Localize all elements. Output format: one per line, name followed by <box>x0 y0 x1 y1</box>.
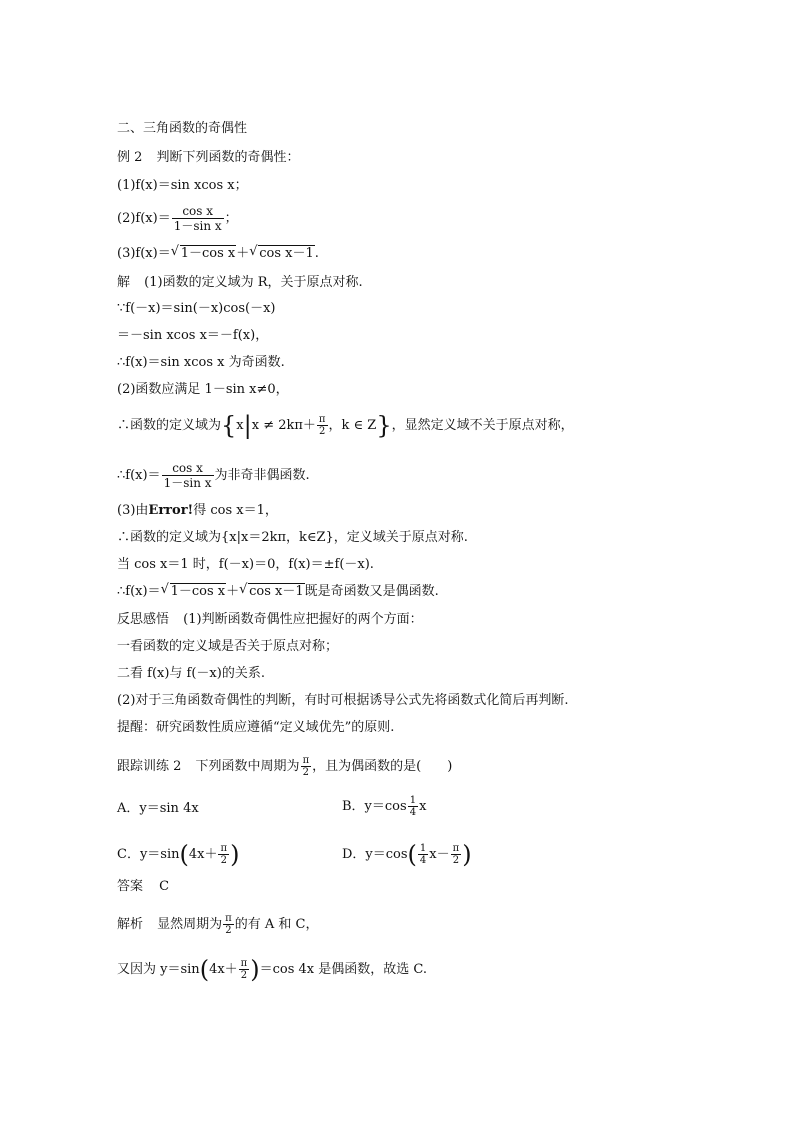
analysis-l1-pre: 显然周期为 <box>157 917 223 932</box>
solution-line-2: ∵f(－x)＝sin(－x)cos(－x) <box>117 301 276 316</box>
l6-bar: | <box>243 411 252 440</box>
reflection-line-5: 提醒：研究函数性质应遵循“定义域优先”的原则. <box>117 720 395 735</box>
option-c-pi-over-two <box>218 843 229 866</box>
l7-fraction <box>162 461 214 490</box>
l6-pi-over-two <box>317 414 328 437</box>
l11-radicand-1: 1－cos x <box>170 584 226 599</box>
analysis-l2-pi-over-two <box>239 958 250 981</box>
analysis-l2-pre: 又因为 y＝sin <box>117 962 200 977</box>
practice-question <box>117 755 452 778</box>
q3-prefix: (3)f(x)＝ <box>117 246 171 261</box>
analysis-line-1 <box>117 913 318 936</box>
example-intro-text: 判断下列函数的奇偶性： <box>156 150 300 165</box>
reflection-line-3: 二看 f(x)与 f(－x)的关系. <box>117 666 265 681</box>
practice-pi: π <box>302 755 310 766</box>
l8-post: 得 cos x＝1， <box>193 503 278 518</box>
q3-radicand-1: 1－cos x <box>180 246 236 261</box>
answer-line <box>117 879 169 895</box>
solution-line-4: ∴f(x)＝sin xcos x 为奇函数. <box>117 355 285 370</box>
analysis-l2-post: ＝cos 4x 是偶函数，故选 C. <box>259 962 428 977</box>
option-d-lparen: ( <box>407 840 417 869</box>
analysis-line-2 <box>117 955 428 984</box>
option-d-mid: x－ <box>429 847 450 862</box>
q3-plus: ＋ <box>236 246 250 261</box>
solution-line-5: (2)函数应满足 1－sin x≠0， <box>117 382 289 397</box>
practice-two: 2 <box>302 767 310 778</box>
solution-line-6 <box>117 411 574 440</box>
solution-line-11 <box>117 584 439 600</box>
q2-suffix: ； <box>224 211 238 226</box>
option-d-num: 1 <box>419 843 427 854</box>
option-d-pi-over-two <box>451 843 462 866</box>
solution-l1: (1)函数的定义域为 R，关于原点对称. <box>144 275 363 290</box>
option-d <box>342 840 472 869</box>
reflection-line-1 <box>117 612 423 628</box>
solution-line-3: ＝－sin xcos x＝－f(x)， <box>117 328 269 343</box>
l6-left-brace: { <box>221 411 237 440</box>
l11-sqrt-1 <box>161 584 227 600</box>
solution-line-10: 当 cos x＝1 时，f(－x)＝0，f(x)＝±f(－x). <box>117 557 374 572</box>
option-b-post: x <box>419 799 427 814</box>
solution-line-9: ∴函数的定义域为{x|x＝2kπ，k∈Z}，定义域关于原点对称. <box>117 530 468 545</box>
l6-set-c: ，k ∈ Z <box>328 418 377 433</box>
q2-fraction <box>172 204 224 233</box>
option-c-two: 2 <box>220 855 227 866</box>
analysis-l2-two: 2 <box>240 970 248 981</box>
analysis-pi-over-two <box>223 913 234 936</box>
l6-two: 2 <box>319 426 326 437</box>
q3-sqrt-1 <box>171 246 237 262</box>
option-d-rparen: ) <box>462 840 472 869</box>
l11-radicand-2: cos x－1 <box>249 584 304 599</box>
reflection-line-2: 一看函数的定义域是否关于原点对称； <box>117 639 339 654</box>
practice-pi-over-two <box>301 755 312 778</box>
option-c-rparen: ) <box>230 840 240 869</box>
solution-line-8 <box>117 503 278 519</box>
option-b-den: 4 <box>409 807 417 818</box>
answer-value: C <box>159 879 170 894</box>
analysis-pi: π <box>225 913 232 924</box>
l6-pi: π <box>318 414 326 425</box>
question-2 <box>117 204 238 233</box>
analysis-l2-inner: 4x＋ <box>209 962 238 977</box>
l11-post: 既是奇函数又是偶函数. <box>304 584 439 599</box>
analysis-two: 2 <box>225 925 232 936</box>
q3-radicand-2: cos x－1 <box>259 246 314 261</box>
option-d-den: 4 <box>419 855 427 866</box>
l6-right-brace: } <box>376 411 392 440</box>
answer-label: 答案 <box>117 879 144 894</box>
question-1 <box>117 178 248 194</box>
option-b-pre: B．y＝cos <box>342 799 407 814</box>
l6-set-a: x <box>236 418 244 433</box>
option-c <box>117 840 240 869</box>
q2-prefix: (2)f(x)＝ <box>117 211 171 226</box>
q3-suffix: . <box>314 246 319 261</box>
l6-pre: ∴函数的定义域为 <box>117 418 222 433</box>
option-c-inner: 4x＋ <box>188 847 218 862</box>
l6-set-b: x ≠ 2kπ＋ <box>251 418 316 433</box>
section-title: 二、三角函数的奇偶性 <box>117 121 248 136</box>
reflection-label: 反思感悟 <box>117 612 170 627</box>
question-3 <box>117 246 319 262</box>
practice-label: 跟踪训练 2 <box>117 759 182 774</box>
q3-sqrt-2 <box>249 246 315 262</box>
reflection-line-4: (2)对于三角函数奇偶性的判断，有时可根据诱导公式先将函数式化简后再判断. <box>117 693 569 708</box>
option-a: A．y＝sin 4x <box>117 801 199 816</box>
q2-denominator: 1－sin x <box>173 219 222 233</box>
l6-post: ，显然定义域不关于原点对称， <box>391 418 574 433</box>
l7-numerator: cos x <box>162 461 214 476</box>
option-d-pi: π <box>452 843 460 854</box>
analysis-label: 解析 <box>117 917 144 932</box>
l8-pre: (3)由 <box>117 503 149 518</box>
option-c-pre: C．y＝sin <box>117 847 180 862</box>
q1-func: f(x)＝sin xcos x； <box>135 178 248 193</box>
option-b <box>342 795 426 818</box>
l11-pre: ∴f(x)＝ <box>117 584 161 599</box>
q2-numerator: cos x <box>172 204 224 219</box>
l7-pre: ∴f(x)＝ <box>117 468 161 483</box>
l7-post: 为非奇非偶函数. <box>214 468 310 483</box>
practice-q-post: ，且为偶函数的是( ) <box>312 759 453 774</box>
option-d-two: 2 <box>452 855 460 866</box>
practice-q-pre: 下列函数中周期为 <box>195 759 300 774</box>
option-b-fraction <box>408 795 418 818</box>
solution-line-1 <box>117 275 363 291</box>
example-label: 例 2 <box>117 150 143 165</box>
l11-plus: ＋ <box>226 584 240 599</box>
option-b-num: 1 <box>409 795 417 806</box>
analysis-l2-lparen: ( <box>199 955 210 984</box>
analysis-l1-post: 的有 A 和 C， <box>234 917 319 932</box>
option-c-lparen: ( <box>179 840 189 869</box>
q1-prefix: (1) <box>117 178 136 193</box>
option-c-pi: π <box>220 843 228 854</box>
example-intro <box>117 150 300 166</box>
solution-label: 解 <box>117 275 131 290</box>
analysis-l2-pi: π <box>240 958 248 969</box>
reflection-l1: (1)判断函数奇偶性应把握好的两个方面： <box>183 612 423 627</box>
option-d-pre: D．y＝cos <box>342 847 408 862</box>
l11-sqrt-2 <box>239 584 305 600</box>
solution-line-7 <box>117 461 310 490</box>
analysis-l2-rparen: ) <box>250 955 260 984</box>
l8-error: Error! <box>148 503 194 518</box>
l7-denominator: 1－sin x <box>163 476 212 490</box>
option-d-fraction <box>418 843 428 866</box>
